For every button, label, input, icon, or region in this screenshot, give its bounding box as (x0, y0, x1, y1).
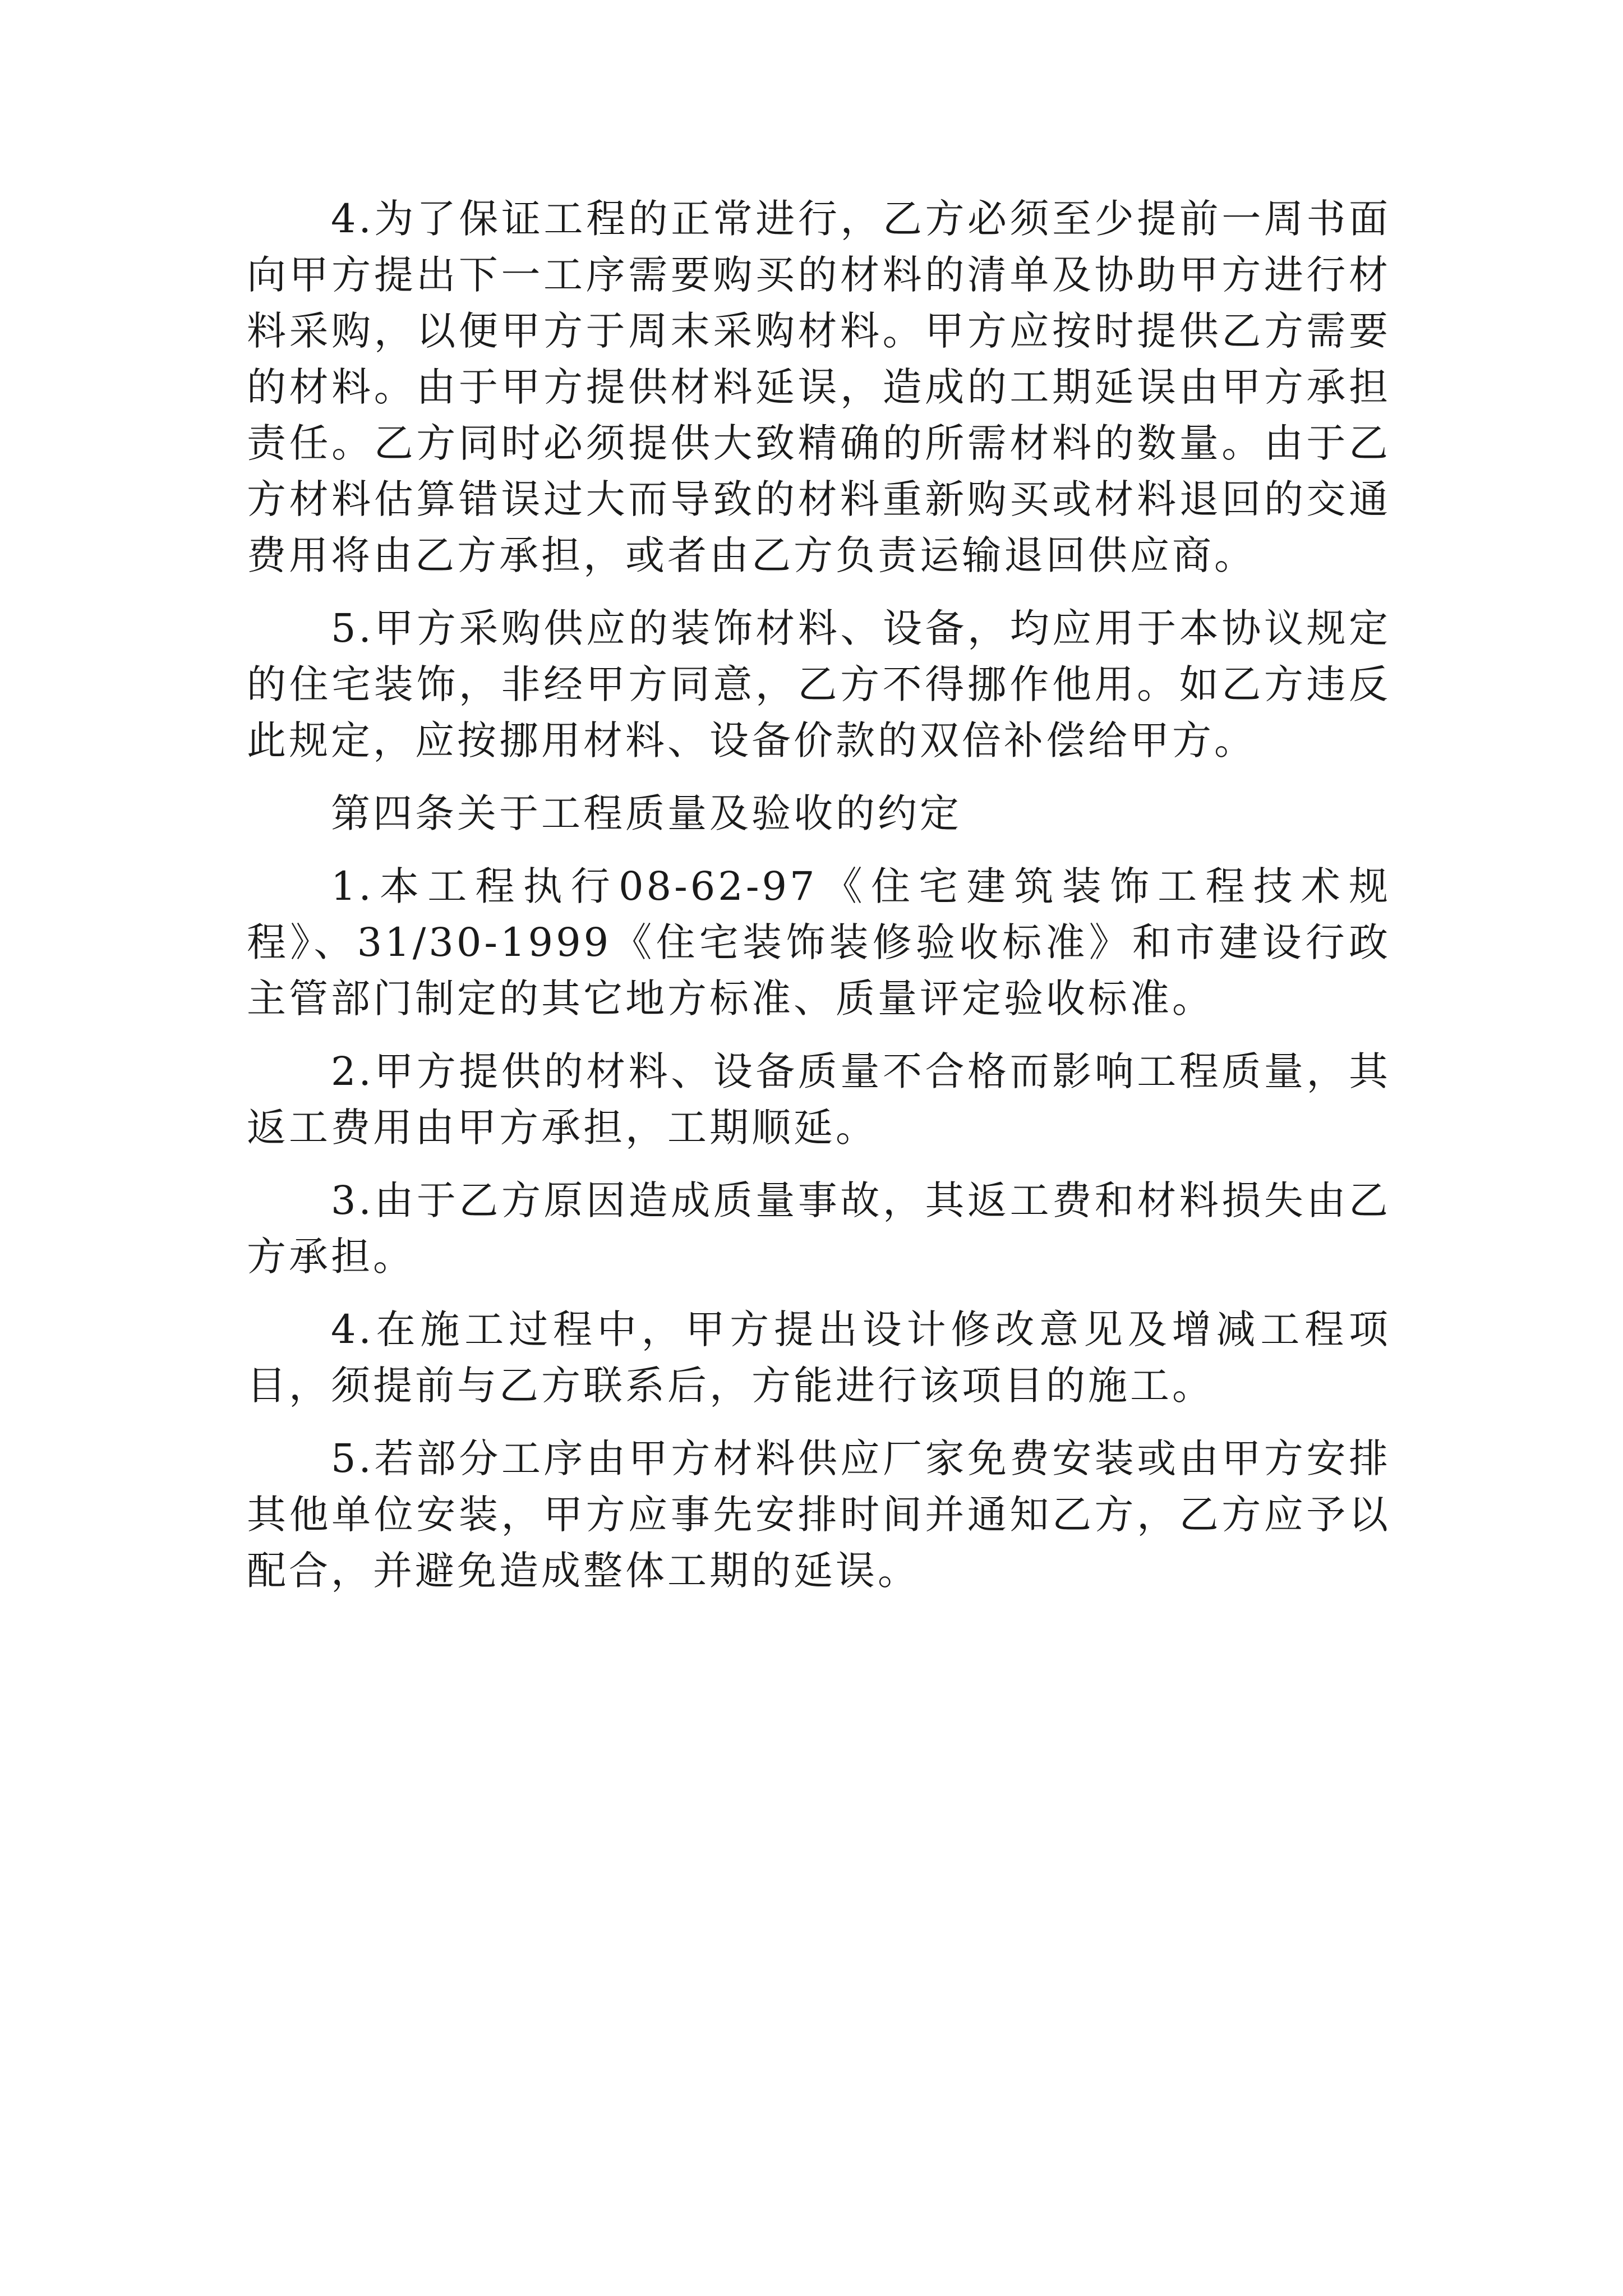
document-body (247, 191, 1391, 1616)
paragraph-quality-accident: 3.由于乙方原因造成质量事故，其返工费和材料损失由乙方承担。 (247, 1177, 1391, 1280)
paragraph-design-changes: 4.在施工过程中，甲方提出设计修改意见及增减工程项目，须提前与乙方联系后，方能进行该项目的施工。 (247, 1306, 1391, 1409)
paragraph-third-party-install: 5.若部分工序由甲方材料供应厂家免费安装或由甲方安排其他单位安装，甲方应事先安排时间并通知乙方，乙方应予以配合，并避免造成整体工期的延误。 (247, 1435, 1391, 1594)
paragraph-material-purchase: 4.为了保证工程的正常进行，乙方必须至少提前一周书面向甲方提出下一工序需要购买的材料的清单及协助甲方进行材料采购，以便甲方于周末采购材料。甲方应按时提供乙方需要的材料。由于甲方提供材料延误，造成的工期延误由甲方承担责任。乙方同时必须提供大致精确的所需材料的数量。由于乙方材料估算错误过大而导致的材料重新购买或材料退回的交通费用将由乙方承担，或者由乙方负责运输退回供应商。 (247, 196, 1391, 578)
section-heading-quality: 第四条关于工程质量及验收的约定 (331, 790, 962, 836)
paragraph-material-usage: 5.甲方采购供应的装饰材料、设备，均应用于本协议规定的住宅装饰，非经甲方同意，乙方不得挪作他用。如乙方违反此规定，应按挪用材料、设备价款的双倍补偿给甲方。 (247, 605, 1391, 763)
paragraph-material-quality: 2.甲方提供的材料、设备质量不合格而影响工程质量，其返工费用由甲方承担，工期顺延。 (247, 1048, 1391, 1151)
paragraph-standards: 1.本工程执行08-62-97《住宅建筑装饰工程技术规程》、31/30-1999《住宅装饰装修验收标准》和市建设行政主管部门制定的其它地方标准、质量评定验收标准。 (247, 863, 1391, 1022)
